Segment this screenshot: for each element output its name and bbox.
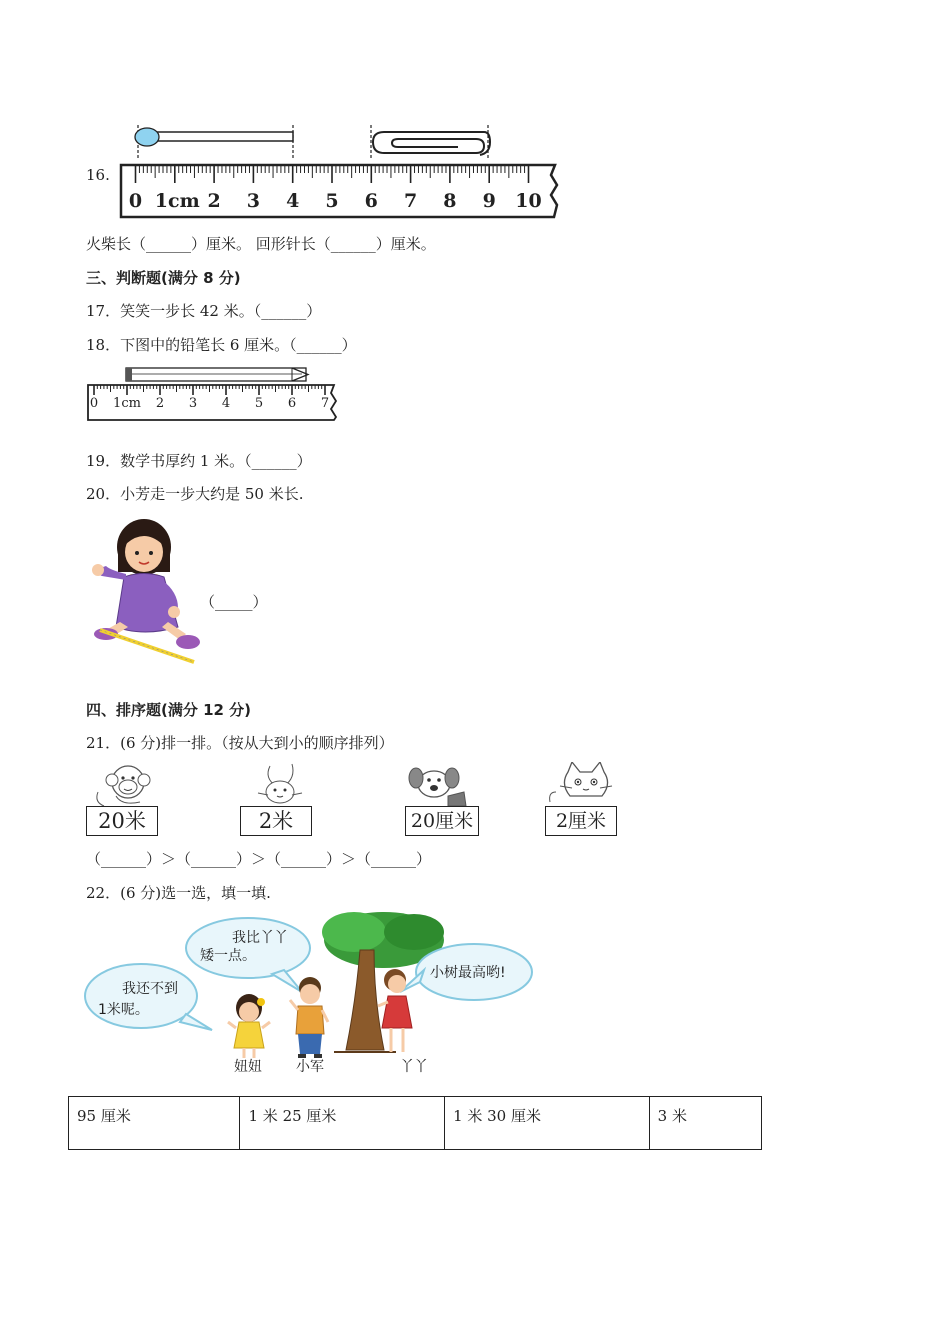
ruler-tick-label: 8: [443, 190, 457, 212]
ruler-tick-label: 2: [207, 190, 221, 212]
ruler-q18-labels: [86, 396, 341, 416]
ruler-tick-label: 7: [403, 190, 418, 212]
ruler-tick-label: 0: [128, 190, 143, 212]
size-label-3: 20厘米: [405, 806, 479, 836]
ruler-tick-label: 1cm: [154, 190, 200, 212]
size-label-1: 20米: [86, 806, 158, 836]
bubble-right-text: 小树最高哟!: [430, 965, 506, 981]
cat-icon: [546, 762, 618, 808]
ruler-tick-label: 4: [286, 190, 300, 212]
option-cell-3: 1 米 30 厘米: [445, 1097, 650, 1150]
bubble-left-line1: 我还不到: [122, 981, 178, 997]
ruler-tick-label: 7: [320, 396, 330, 411]
ruler-tick-label: 9: [482, 190, 496, 212]
ruler-tick-label: 3: [246, 190, 260, 212]
size-label-2: 2米: [240, 806, 312, 836]
ruler-tick-label: 5: [325, 190, 339, 212]
ruler-tick-label: 10: [515, 190, 542, 212]
option-cell-2: 1 米 25 厘米: [240, 1097, 445, 1150]
ruler-tick-label: 1cm: [113, 396, 141, 411]
section-3-title: 三、判断题(满分 8 分): [86, 269, 241, 287]
name-niuniu: 妞妞: [234, 1059, 262, 1075]
pencil-icon: [126, 368, 308, 381]
speech-bubble-left: [85, 964, 212, 1030]
section-4-title: 四、排序题(满分 12 分): [86, 701, 252, 719]
question-20: 20．小芳走一步大约是 50 米长.: [86, 485, 304, 503]
paperclip-icon: [371, 125, 490, 160]
bubble-middle-line2: 矮一点。: [200, 948, 256, 964]
name-yaya: 丫丫: [400, 1059, 428, 1075]
girl-walking-illustration: [92, 512, 202, 672]
ruler-tick-label: 6: [287, 396, 297, 411]
table-row: [69, 1097, 762, 1150]
question-21-answer-line: （______）＞（______）＞（______）＞（______）: [86, 850, 432, 868]
question-22: 22．(6 分)选一选，填一填.: [86, 884, 271, 902]
ruler-tick-label: 0: [89, 396, 99, 411]
option-cell-4: 3 米: [649, 1097, 761, 1150]
bubble-middle-line1: 我比丫丫: [232, 930, 288, 946]
matchstick-icon: [135, 125, 293, 160]
size-label-4: 2厘米: [545, 806, 617, 836]
rabbit-icon: [250, 762, 312, 808]
question-16-answer-line: 火柴长（______）厘米。 回形针长（______）厘米。: [86, 235, 436, 253]
name-xiaojun: 小军: [296, 1059, 324, 1075]
speech-bubble-middle: [186, 918, 310, 992]
question-21: 21．(6 分)排一排。（按从大到小的顺序排列）: [86, 734, 394, 752]
question-16-number: 16.: [86, 166, 110, 184]
question-17: 17．笑笑一步长 42 米。（______）: [86, 302, 322, 320]
ruler-tick-label: 4: [221, 396, 231, 411]
ruler-tick-label: 2: [155, 396, 165, 411]
height-options-table: [68, 1096, 762, 1150]
question-20-blank: （_____）: [200, 593, 268, 611]
option-cell-1: 95 厘米: [69, 1097, 240, 1150]
height-comparison-illustration: [84, 910, 540, 1080]
ruler-tick-label: 6: [364, 190, 378, 212]
ruler-tick-label: 3: [188, 396, 198, 411]
bubble-left-line2: 1米呢。: [98, 1002, 149, 1018]
girl-yaya-figure: [378, 969, 412, 1052]
ruler-q16-labels: [118, 190, 563, 214]
dog-icon: [404, 762, 470, 808]
girl-niuniu-figure: [228, 994, 270, 1058]
question-18: 18．下图中的铅笔长 6 厘米。（______）: [86, 336, 357, 354]
monkey-icon: [92, 762, 154, 808]
question-19: 19．数学书厚约 1 米。（______）: [86, 452, 312, 470]
ruler-tick-label: 5: [254, 396, 264, 411]
